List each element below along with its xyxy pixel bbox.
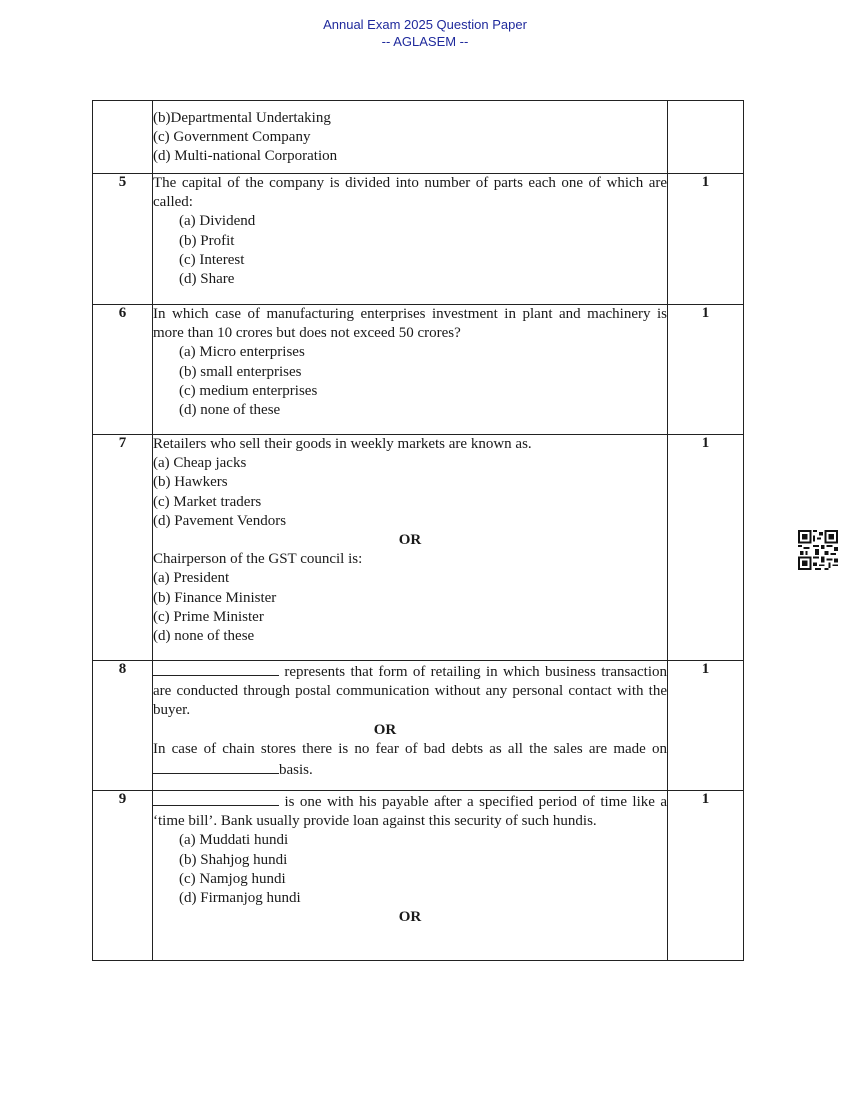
- option-c: (c) Market traders: [153, 493, 262, 510]
- question-text: The capital of the company is divided into number of parts each one of which are called:: [153, 175, 667, 211]
- alt-question-text: Chairperson of the GST council is:: [153, 551, 363, 568]
- question-number: 7: [93, 435, 153, 661]
- option-a: (a) Cheap jacks: [153, 455, 247, 472]
- question-cell: [153, 101, 668, 174]
- marks: 1: [668, 435, 744, 661]
- marks: 1: [668, 305, 744, 435]
- question-text-body: is one with his payable after a specified period of time like a ‘time bill’. Bank usually provide loan against this security of such hundis.: [153, 794, 668, 830]
- marks: 1: [668, 661, 744, 791]
- page-header: [0, 16, 850, 50]
- alt-option-a: (a) President: [153, 570, 230, 587]
- header-title: Annual Exam 2025 Question Paper: [323, 17, 527, 32]
- option-d: (d) Multi-national Corporation: [153, 148, 338, 165]
- option-c: (c) Namjog hundi: [179, 870, 286, 887]
- question-table: [92, 100, 744, 961]
- table-row: [93, 791, 744, 961]
- question-text-body: represents that form of retailing in which business transaction are conducted through postal communication without any personal contact with the buyer.: [153, 664, 667, 719]
- table-row: [93, 435, 744, 661]
- question-cell: [153, 305, 668, 435]
- question-number: 9: [93, 791, 153, 961]
- option-b: (b)Departmental Undertaking: [153, 110, 331, 126]
- fill-blank: [153, 661, 279, 676]
- or-separator: OR: [398, 532, 422, 549]
- fill-blank: [153, 791, 279, 806]
- question-text: Retailers who sell their goods in weekly markets are known as.: [153, 436, 532, 452]
- option-d: (d) Pavement Vendors: [153, 512, 287, 529]
- alt-question-text: [153, 740, 667, 780]
- or-separator: OR: [373, 721, 397, 738]
- question-number: 6: [93, 305, 153, 435]
- question-number: [93, 101, 153, 174]
- option-d: (d) none of these: [179, 402, 281, 419]
- option-a: (a) Micro enterprises: [179, 344, 305, 361]
- marks: [668, 101, 744, 174]
- option-b: (b) small enterprises: [179, 363, 302, 380]
- alt-option-d: (d) none of these: [153, 628, 255, 645]
- qr-code-icon: [798, 530, 838, 570]
- fill-blank: [153, 759, 279, 774]
- question-cell: [153, 661, 668, 791]
- option-c: (c) Government Company: [153, 129, 311, 146]
- option-b: (b) Profit: [179, 232, 235, 249]
- question-cell: [153, 791, 668, 961]
- option-d: (d) Share: [179, 271, 235, 288]
- question-text: [153, 661, 667, 721]
- option-d: (d) Firmanjog hundi: [179, 890, 301, 907]
- question-cell: [153, 174, 668, 305]
- question-text: In which case of manufacturing enterprises investment in plant and machinery is more than 10 crores but does not exceed 50 crores?: [153, 306, 667, 342]
- option-b: (b) Shahjog hundi: [179, 851, 288, 868]
- table-row: [93, 305, 744, 435]
- marks: 1: [668, 174, 744, 305]
- question-number: 8: [93, 661, 153, 791]
- alt-question-text-end: basis.: [279, 762, 313, 779]
- option-a: (a) Dividend: [179, 213, 256, 230]
- option-a: (a) Muddati hundi: [179, 832, 289, 849]
- option-b: (b) Hawkers: [153, 474, 228, 491]
- header-source: -- AGLASEM --: [381, 34, 469, 49]
- option-c: (c) medium enterprises: [179, 382, 318, 399]
- alt-option-c: (c) Prime Minister: [153, 608, 264, 625]
- question-cell: [153, 435, 668, 661]
- or-separator: OR: [398, 909, 422, 926]
- alt-question-text-body: In case of chain stores there is no fear of bad debts as all the sales are made on: [153, 740, 667, 757]
- question-number: 5: [93, 174, 153, 305]
- table-row: [93, 101, 744, 174]
- alt-option-b: (b) Finance Minister: [153, 589, 277, 606]
- table-row: [93, 661, 744, 791]
- table-row: [93, 174, 744, 305]
- marks: 1: [668, 791, 744, 961]
- question-text: [153, 791, 667, 831]
- option-c: (c) Interest: [179, 251, 245, 268]
